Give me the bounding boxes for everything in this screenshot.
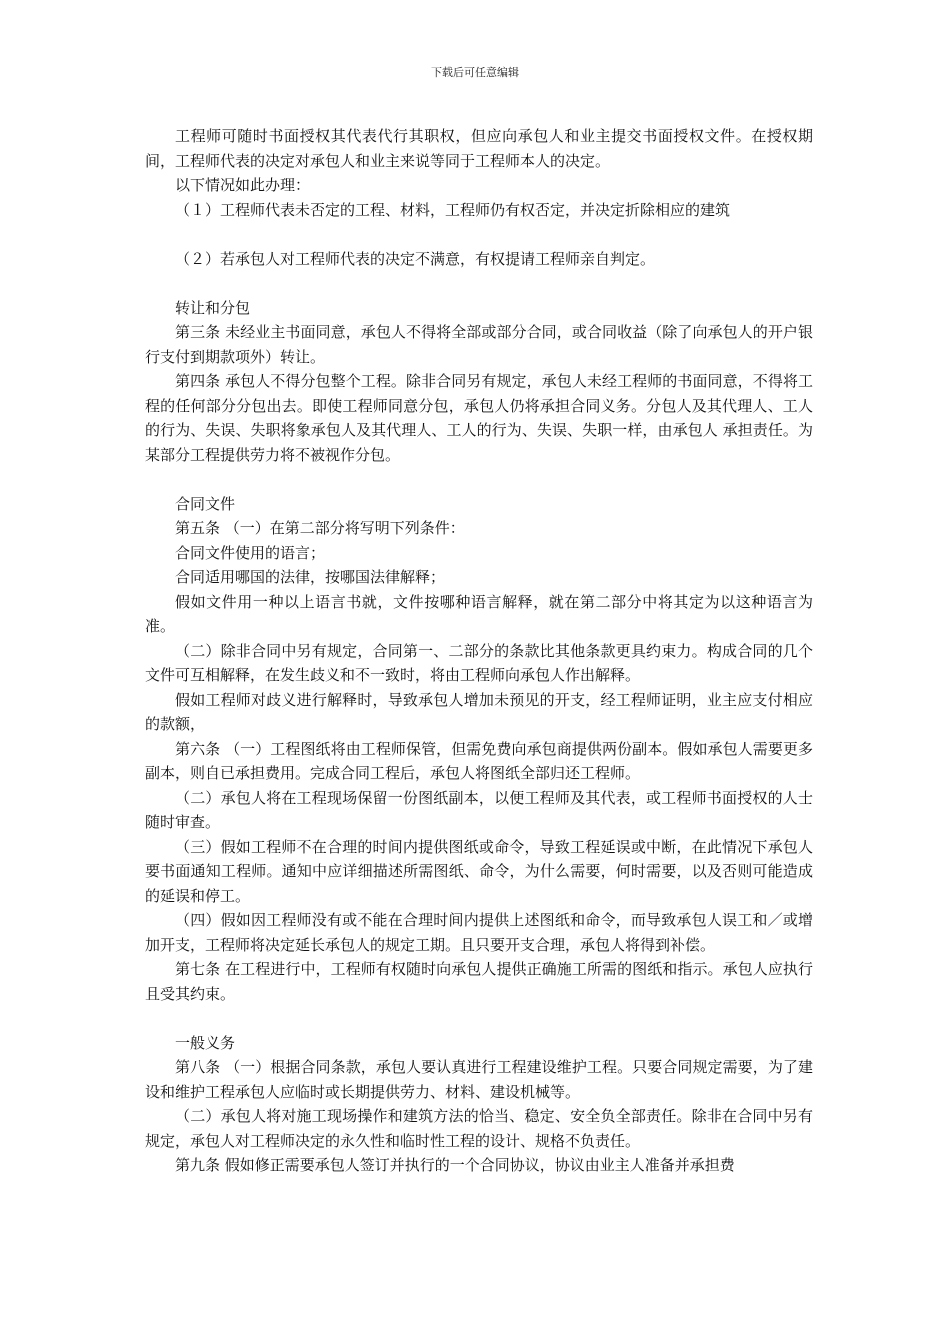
section-heading-transfer: 转让和分包: [175, 298, 251, 317]
article-8: 第八条 （一）根据合同条款，承包人要认真进行工程建设维护工程。只要合同规定需要，为了建设和维护工程承包人应临时或长期提供劳力、材料、建设机械等。: [145, 1058, 813, 1101]
article-8-part-2: （二）承包人将对施工现场操作和建筑方法的恰当、稳定、安全负全部责任。除非在合同中另有规定，承包人对工程师决定的永久性和临时性工程的设计、规格不负责任。: [145, 1107, 813, 1150]
paragraph-item-1: （１）工程师代表未否定的工程、材料，工程师仍有权否定，并决定折除相应的建筑: [175, 200, 731, 219]
paragraph-item-2: （２）若承包人对工程师代表的决定不满意，有权提请工程师亲自判定。: [175, 249, 656, 268]
section-heading-contract-documents: 合同文件: [175, 494, 236, 513]
article-6: 第六条 （一）工程图纸将由工程师保管，但需免费向承包商提供两份副本。假如承包人需要更多副本，则自已承担费用。完成合同工程后，承包人将图纸全部归还工程师。: [145, 739, 813, 782]
article-5-language: 合同文件使用的语言；: [175, 543, 326, 562]
blank-line: [145, 1006, 813, 1031]
article-5-law: 合同适用哪国的法律，按哪国法律解释；: [175, 568, 446, 586]
article-5: 第五条 （一）在第二部分将写明下列条件：: [175, 519, 465, 537]
page-header-note: 下载后可任意编辑: [431, 66, 519, 79]
article-6-part-4: （四）假如因工程师没有或不能在合理时间内提供上述图纸和命令，而导致承包人误工和／或增加开支，工程师将决定延长承包人的规定工期。且只要开支合理，承包人将得到补偿。: [145, 911, 813, 954]
document-body: [145, 124, 813, 1178]
blank-line: [145, 467, 813, 492]
blank-line: [145, 222, 813, 247]
article-6-part-3: （三）假如工程师不在合理的时间内提供图纸或命令，导致工程延误或中断，在此情况下承包人要书面通知工程师。通知中应详细描述所需图纸、命令，为什么需要，何时需要，以及否则可能造成的延误和停工。: [145, 837, 813, 905]
article-9: 第九条 假如修正需要承包人签订并执行的一个合同协议，协议由业主人准备并承担费: [175, 1156, 735, 1174]
article-5-multiple-languages: 假如文件用一种以上语言书就，文件按哪种语言解释，就在第二部分中将其定为以这种语言为准。: [145, 592, 813, 635]
paragraph-engineer-authorization: 工程师可随时书面授权其代表代行其职权，但应向承包人和业主提交书面授权文件。在授权期间，工程师代表的决定对承包人和业主来说等同于工程师本人的决定。: [145, 127, 813, 170]
article-4: 第四条 承包人不得分包整个工程。除非合同另有规定，承包人未经工程师的书面同意，不得将工程的任何部分分包出去。即使工程师同意分包，承包人仍将承担合同义务。分包人及其代理人、工人的行为、失误、失职将象承包人及其代理人、工人的行为、失误、失职一样，由承包人 承担责任。为某部分工程提供劳力将不被视作分包。: [145, 372, 813, 464]
blank-line: [145, 271, 813, 296]
article-6-part-2: （二）承包人将在工程现场保留一份图纸副本，以便工程师及其代表，或工程师书面授权的人士随时审查。: [145, 788, 813, 831]
section-heading-general-obligations: 一般义务: [175, 1033, 236, 1052]
article-3: 第三条 未经业主书面同意，承包人不得将全部或部分合同，或合同收益（除了向承包人的开户银行支付到期款项外）转让。: [145, 323, 813, 366]
article-5-ambiguity: 假如工程师对歧义进行解释时，导致承包人增加未预见的开支，经工程师证明，业主应支付相应的款额，: [145, 690, 813, 733]
article-5-part-2: （二）除非合同中另有规定，合同第一、二部分的条款比其他条款更具约束力。构成合同的几个文件可互相解释，在发生歧义和不一致时，将由工程师向承包人作出解释。: [145, 641, 813, 684]
article-7: 第七条 在工程进行中，工程师有权随时向承包人提供正确施工所需的图纸和指示。承包人应执行且受其约束。: [145, 960, 813, 1003]
paragraph-following-cases: 以下情况如此办理：: [175, 176, 311, 194]
